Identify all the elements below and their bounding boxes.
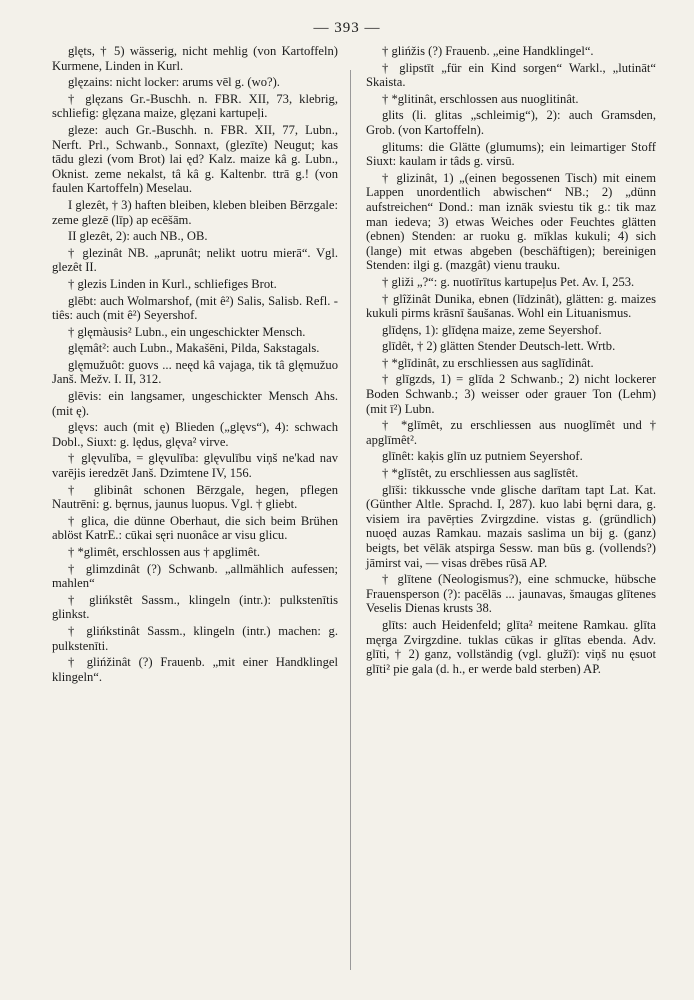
dictionary-entry: † glibinât schonen Bērzgale, hegen, pflegen Nautrēni: g. bęrnus, jaunus luopus. Vgl. † gliebt. [52, 482, 338, 512]
dictionary-entry: † *glīdinât, zu erschliessen aus saglīdinât. [382, 355, 594, 370]
dictionary-entry: † glęvulība, = glęvulība: glęvulību viņš ne'kad nav varējis ieredzēt Janš. Dzimtene IV, 156. [52, 451, 338, 481]
dictionary-entry: † glîžinât Dunika, ebnen (līdzinât), glätten: g. maizes kukuli pirms krāsnī šaušanas. Wohl ein Lituanismus. [366, 291, 656, 321]
dictionary-entry: glēvis: ein langsamer, ungeschickter Mensch Ahs. (mit ę). [52, 389, 338, 418]
dictionary-entry: † glīgzds, 1) = glīda 2 Schwanb.; 2) nicht lockerer Boden Schwanb.; 3) weisser oder grauer Ton (Lehm) (mit ī²) Lubn. [366, 372, 656, 416]
dictionary-entry: glęmužuôt: guovs ... neęd kâ vajaga, tik tâ glęmužuo Janš. Mežv. I. II, 312. [52, 357, 338, 387]
dictionary-entry: glitums: die Glätte (glumums); ein leimartiger Stoff Siuxt: kaulam ir tâds g. virsū. [366, 139, 656, 169]
page-number: — 393 — [313, 20, 381, 36]
dictionary-entry: glēbt: auch Wolmarshof, (mit ê²) Salis, Salisb. Refl. -tiês: auch (mit ê²) Seyershof. [52, 293, 338, 323]
dictionary-entry: † glęmàusis² Lubn., ein ungeschickter Mensch. [68, 324, 306, 339]
dictionary-entry: † glińkstêt Sassm., klingeln (intr.): pulkstenītis glinkst. [52, 592, 338, 622]
dictionary-entry: glīdêt, † 2) glätten Stender Deutsch-lett. Wrtb. [382, 339, 616, 354]
dictionary-entry: † *glitinât, erschlossen aus nuoglitinât. [382, 91, 579, 106]
dictionary-entry: glīši: tikkussche vnde glische darītam tapt Lat. Kat. (Günther Altle. Sprachd. I, 287). kuo labi bęrni dara, g. visiem ira pavēŗties Zvirgzdine. vistas g. (gründlich) nuoęd auzas Ramkau. mazais saslima un bij g. (ganz) beigts, bet vēlāk atspirga Sessw. man būs g. (vollends?) jāmirst vai, — visas drēbes rūsā AP. [366, 482, 656, 570]
dictionary-entry: glīnêt: kaķis glīn uz putniem Seyershof. [382, 449, 583, 464]
dictionary-entry: † glińkstinât Sassm., klingeln (intr.) machen: g. pulkstenīti. [52, 623, 338, 653]
dictionary-entry: gleze: auch Gr.-Buschh. n. FBR. XII, 77, Lubn., Nerft. Prl., Schwanb., Sonnaxt, (glezīte) Neugut; kas tādu glezi (vom Brot) lai ęd? Kalz. maize kâ g. Lubn., Oknist. zeme nekalst, tâ kâ g. Kaltenbr. ttrā g.! (von faulen Kartoffeln) Meselau. [52, 122, 338, 196]
dictionary-entry: glęmât²: auch Lubn., Makašēni, Pilda, Sakstagals. [68, 341, 320, 356]
dictionary-entry: glęvs: auch (mit ę) Blieden („glęvs“), 4): schwach Dobl., Siuxt: g. lędus, glęva² virve. [52, 420, 338, 449]
dictionary-entry: † *glīstêt, zu erschliessen aus saglīstêt. [382, 466, 579, 481]
column-divider [350, 70, 351, 970]
dictionary-entry: glīts: auch Heidenfeld; glīta² meitene Ramkau. glīta męrga Zvirgzdine. tuklas cūkas ir glītas ebenda. Adv. glīti, † 2) ganz, vollständig (vgl. glužī): viņš nu ęsuot glīti² pie gala (d. h., er werde bald sterben) AP. [366, 617, 656, 676]
right-column [366, 44, 656, 678]
dictionary-entry: † glītene (Neologismus?), eine schmucke, hübsche Frauensperson (?): pacēlās ... jaunavas, šmaugas glītenes Veselis Dienas krusts 38. [366, 572, 656, 616]
dictionary-entry: glīdęns, 1): glīdęna maize, zeme Seyershof. [382, 322, 602, 337]
dictionary-entry: † glińžinât (?) Frauenb. „mit einer Handklingel klingeln“. [52, 655, 338, 684]
dictionary-entry: † glińžis (?) Frauenb. „eine Handklingel“. [382, 44, 594, 58]
dictionary-entry: glits (li. glitas „schleimig“), 2): auch Gramsden, Grob. (von Kartoffeln). [366, 108, 656, 137]
dictionary-entry: † glizinât, 1) „(einen begossenen Tisch) mit einem Lappen unordentlich abwischen“ NB.; 2) „dünn aufstreichen“ Dond.: man iznāk sviestu tik g.: tik maz man iedeva; 3) etwas Weiches oder Feuchtes glätten (ebnen) Stenden: ar ruoku g. mīklas kukuli; 4) sich (lange) mit etwas abgeben (beschäftigen); bereinigen Stenden: ilgi g. (mazgât) vienu trauku. [366, 170, 656, 273]
dictionary-entry: † *glimêt, erschlossen aus † apglimêt. [68, 545, 261, 559]
dictionary-entry: † *glīmêt, zu erschliessen aus nuoglīmêt und † apglīmêt². [366, 418, 656, 447]
dictionary-entry: I glezêt, † 3) haften bleiben, kleben bleiben Bērzgale: zeme glezē (līp) ap ecēšām. [52, 197, 338, 227]
dictionary-entry: † glipstīt „für ein Kind sorgen“ Warkl., „lutināt“ Skaista. [366, 60, 656, 90]
dictionary-entry: † glezis Linden in Kurl., schliefiges Brot. [68, 276, 277, 291]
dictionary-entry: † glezinât NB. „aprunât; nelikt uotru mierā“. Vgl. glezêt II. [52, 245, 338, 275]
dictionary-entry: glęzains: nicht locker: arums vēl g. (wo?). [68, 75, 280, 90]
dictionary-entry: † gliži „?“: g. nuotīrītus kartupeļus Pet. Av. I, 253. [382, 274, 635, 289]
dictionary-entry: glęts, † 5) wässerig, nicht mehlig (von Kartoffeln) Kurmene, Linden in Kurl. [52, 44, 338, 73]
dictionary-entry: † glica, die dünne Oberhaut, die sich beim Brühen ablöst KatrE.: cūkai sęri nuonâce ar visu glicu. [52, 513, 338, 543]
dictionary-entry: † glęzans Gr.-Buschh. n. FBR. XII, 73, klebrig, schliefig: glęzana maize, glęzani kartupeļi. [52, 91, 338, 121]
left-column [52, 44, 338, 686]
dictionary-entry: † glimzdinât (?) Schwanb. „allmählich aufessen; mahlen“ [52, 561, 338, 591]
dictionary-entry: II glezêt, 2): auch NB., OB. [68, 229, 208, 244]
